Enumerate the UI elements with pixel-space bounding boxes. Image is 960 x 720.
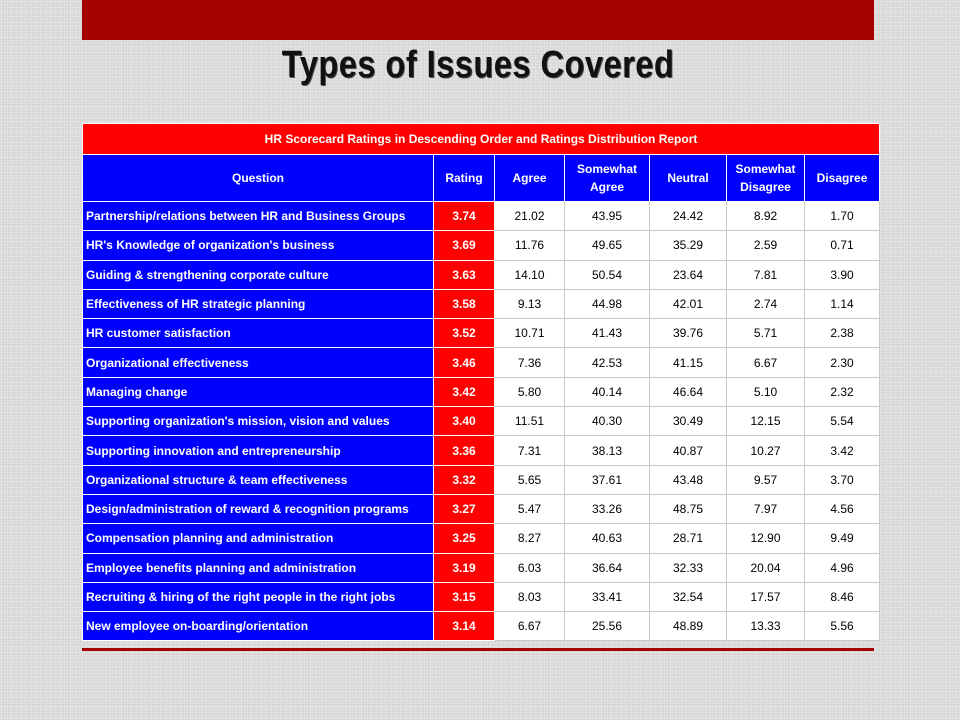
col-header-somewhat-disagree-line2: Disagree bbox=[740, 180, 791, 194]
question-cell: Organizational effectiveness bbox=[83, 348, 434, 377]
rating-cell: 3.27 bbox=[434, 494, 495, 523]
agree-cell: 6.67 bbox=[495, 612, 565, 641]
col-header-rating: Rating bbox=[434, 155, 495, 202]
report-table-container bbox=[82, 123, 879, 641]
rating-cell: 3.52 bbox=[434, 319, 495, 348]
somewhat-agree-cell: 36.64 bbox=[565, 553, 650, 582]
table-row bbox=[83, 260, 880, 289]
somewhat-agree-cell: 40.30 bbox=[565, 407, 650, 436]
somewhat-disagree-cell: 7.97 bbox=[727, 494, 805, 523]
somewhat-disagree-cell: 9.57 bbox=[727, 465, 805, 494]
question-cell: Organizational structure & team effectiveness bbox=[83, 465, 434, 494]
question-cell: HR customer satisfaction bbox=[83, 319, 434, 348]
somewhat-agree-cell: 40.63 bbox=[565, 524, 650, 553]
neutral-cell: 30.49 bbox=[650, 407, 727, 436]
table-row bbox=[83, 289, 880, 318]
neutral-cell: 42.01 bbox=[650, 289, 727, 318]
question-cell: Managing change bbox=[83, 377, 434, 406]
disagree-cell: 0.71 bbox=[805, 231, 880, 260]
col-header-disagree: Disagree bbox=[805, 155, 880, 202]
somewhat-agree-cell: 25.56 bbox=[565, 612, 650, 641]
bottom-accent-line bbox=[82, 648, 874, 651]
agree-cell: 10.71 bbox=[495, 319, 565, 348]
agree-cell: 7.36 bbox=[495, 348, 565, 377]
somewhat-agree-cell: 50.54 bbox=[565, 260, 650, 289]
agree-cell: 5.47 bbox=[495, 494, 565, 523]
question-cell: Partnership/relations between HR and Business Groups bbox=[83, 202, 434, 231]
somewhat-agree-cell: 43.95 bbox=[565, 202, 650, 231]
question-cell: Compensation planning and administration bbox=[83, 524, 434, 553]
rating-cell: 3.40 bbox=[434, 407, 495, 436]
table-header-row bbox=[83, 155, 880, 202]
agree-cell: 21.02 bbox=[495, 202, 565, 231]
question-cell: Effectiveness of HR strategic planning bbox=[83, 289, 434, 318]
somewhat-agree-cell: 33.26 bbox=[565, 494, 650, 523]
col-header-agree: Agree bbox=[495, 155, 565, 202]
col-header-somewhat-disagree-line1: Somewhat bbox=[735, 162, 796, 176]
table-caption: HR Scorecard Ratings in Descending Order and Ratings Distribution Report bbox=[83, 124, 880, 155]
agree-cell: 5.65 bbox=[495, 465, 565, 494]
disagree-cell: 1.14 bbox=[805, 289, 880, 318]
agree-cell: 9.13 bbox=[495, 289, 565, 318]
disagree-cell: 2.30 bbox=[805, 348, 880, 377]
col-header-neutral: Neutral bbox=[650, 155, 727, 202]
question-cell: Supporting organization's mission, vision and values bbox=[83, 407, 434, 436]
somewhat-disagree-cell: 7.81 bbox=[727, 260, 805, 289]
disagree-cell: 5.56 bbox=[805, 612, 880, 641]
agree-cell: 5.80 bbox=[495, 377, 565, 406]
rating-cell: 3.63 bbox=[434, 260, 495, 289]
col-header-somewhat-agree bbox=[565, 155, 650, 202]
rating-cell: 3.36 bbox=[434, 436, 495, 465]
somewhat-disagree-cell: 20.04 bbox=[727, 553, 805, 582]
somewhat-disagree-cell: 2.74 bbox=[727, 289, 805, 318]
agree-cell: 6.03 bbox=[495, 553, 565, 582]
question-cell: HR's Knowledge of organization's business bbox=[83, 231, 434, 260]
rating-cell: 3.74 bbox=[434, 202, 495, 231]
top-accent-bar bbox=[82, 0, 874, 40]
col-header-somewhat-agree-line2: Agree bbox=[589, 180, 624, 194]
table-row bbox=[83, 436, 880, 465]
disagree-cell: 9.49 bbox=[805, 524, 880, 553]
question-cell: Design/administration of reward & recognition programs bbox=[83, 494, 434, 523]
somewhat-disagree-cell: 17.57 bbox=[727, 582, 805, 611]
disagree-cell: 2.32 bbox=[805, 377, 880, 406]
somewhat-disagree-cell: 12.90 bbox=[727, 524, 805, 553]
table-row bbox=[83, 377, 880, 406]
neutral-cell: 43.48 bbox=[650, 465, 727, 494]
slide-title: Types of Issues Covered bbox=[281, 44, 675, 86]
rating-cell: 3.58 bbox=[434, 289, 495, 318]
rating-cell: 3.15 bbox=[434, 582, 495, 611]
disagree-cell: 8.46 bbox=[805, 582, 880, 611]
rating-cell: 3.32 bbox=[434, 465, 495, 494]
neutral-cell: 40.87 bbox=[650, 436, 727, 465]
rating-cell: 3.46 bbox=[434, 348, 495, 377]
somewhat-disagree-cell: 8.92 bbox=[727, 202, 805, 231]
somewhat-agree-cell: 40.14 bbox=[565, 377, 650, 406]
somewhat-disagree-cell: 2.59 bbox=[727, 231, 805, 260]
table-row bbox=[83, 465, 880, 494]
table-row bbox=[83, 612, 880, 641]
somewhat-agree-cell: 38.13 bbox=[565, 436, 650, 465]
col-header-somewhat-agree-line1: Somewhat bbox=[576, 162, 637, 176]
somewhat-disagree-cell: 6.67 bbox=[727, 348, 805, 377]
question-cell: Guiding & strengthening corporate culture bbox=[83, 260, 434, 289]
neutral-cell: 41.15 bbox=[650, 348, 727, 377]
neutral-cell: 48.75 bbox=[650, 494, 727, 523]
agree-cell: 11.76 bbox=[495, 231, 565, 260]
table-row bbox=[83, 348, 880, 377]
table-row bbox=[83, 407, 880, 436]
somewhat-disagree-cell: 5.71 bbox=[727, 319, 805, 348]
disagree-cell: 4.96 bbox=[805, 553, 880, 582]
table-row bbox=[83, 494, 880, 523]
somewhat-disagree-cell: 10.27 bbox=[727, 436, 805, 465]
disagree-cell: 4.56 bbox=[805, 494, 880, 523]
neutral-cell: 46.64 bbox=[650, 377, 727, 406]
neutral-cell: 24.42 bbox=[650, 202, 727, 231]
somewhat-agree-cell: 41.43 bbox=[565, 319, 650, 348]
somewhat-agree-cell: 37.61 bbox=[565, 465, 650, 494]
disagree-cell: 1.70 bbox=[805, 202, 880, 231]
rating-cell: 3.14 bbox=[434, 612, 495, 641]
somewhat-disagree-cell: 5.10 bbox=[727, 377, 805, 406]
somewhat-disagree-cell: 13.33 bbox=[727, 612, 805, 641]
rating-cell: 3.25 bbox=[434, 524, 495, 553]
rating-cell: 3.42 bbox=[434, 377, 495, 406]
neutral-cell: 48.89 bbox=[650, 612, 727, 641]
hr-scorecard-table bbox=[82, 123, 880, 641]
question-cell: Employee benefits planning and administration bbox=[83, 553, 434, 582]
question-cell: Recruiting & hiring of the right people in the right jobs bbox=[83, 582, 434, 611]
table-row bbox=[83, 582, 880, 611]
disagree-cell: 3.70 bbox=[805, 465, 880, 494]
col-header-question: Question bbox=[83, 155, 434, 202]
question-cell: New employee on-boarding/orientation bbox=[83, 612, 434, 641]
disagree-cell: 3.90 bbox=[805, 260, 880, 289]
disagree-cell: 3.42 bbox=[805, 436, 880, 465]
neutral-cell: 32.33 bbox=[650, 553, 727, 582]
agree-cell: 14.10 bbox=[495, 260, 565, 289]
col-header-somewhat-disagree bbox=[727, 155, 805, 202]
neutral-cell: 23.64 bbox=[650, 260, 727, 289]
neutral-cell: 39.76 bbox=[650, 319, 727, 348]
agree-cell: 11.51 bbox=[495, 407, 565, 436]
somewhat-agree-cell: 42.53 bbox=[565, 348, 650, 377]
disagree-cell: 2.38 bbox=[805, 319, 880, 348]
table-row bbox=[83, 524, 880, 553]
neutral-cell: 32.54 bbox=[650, 582, 727, 611]
table-body bbox=[83, 202, 880, 641]
rating-cell: 3.69 bbox=[434, 231, 495, 260]
somewhat-disagree-cell: 12.15 bbox=[727, 407, 805, 436]
rating-cell: 3.19 bbox=[434, 553, 495, 582]
agree-cell: 8.27 bbox=[495, 524, 565, 553]
somewhat-agree-cell: 49.65 bbox=[565, 231, 650, 260]
somewhat-agree-cell: 33.41 bbox=[565, 582, 650, 611]
question-cell: Supporting innovation and entrepreneurship bbox=[83, 436, 434, 465]
agree-cell: 7.31 bbox=[495, 436, 565, 465]
agree-cell: 8.03 bbox=[495, 582, 565, 611]
table-row bbox=[83, 553, 880, 582]
table-row bbox=[83, 319, 880, 348]
disagree-cell: 5.54 bbox=[805, 407, 880, 436]
neutral-cell: 35.29 bbox=[650, 231, 727, 260]
table-row bbox=[83, 231, 880, 260]
neutral-cell: 28.71 bbox=[650, 524, 727, 553]
table-row bbox=[83, 202, 880, 231]
somewhat-agree-cell: 44.98 bbox=[565, 289, 650, 318]
